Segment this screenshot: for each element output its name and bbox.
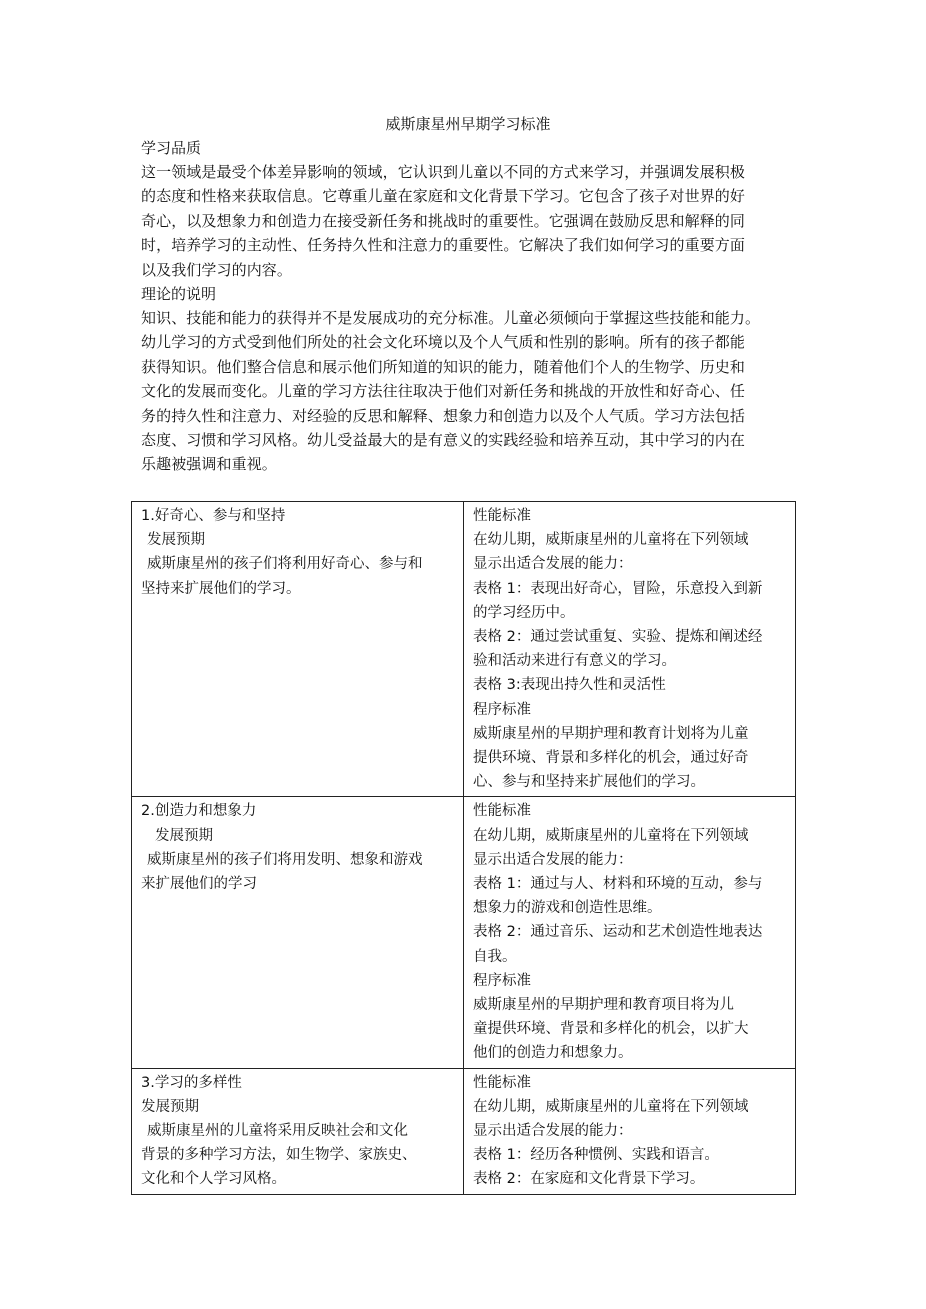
cell-line: 在幼儿期，威斯康星州的儿童将在下列领域 (473, 1098, 749, 1115)
paragraph-line: 文化的发展而变化。儿童的学习方法往往取决于他们对新任务和挑战的开放性和好奇心、任 (141, 382, 746, 401)
paragraph-line: 这一领域是最受个体差异影响的领域，它认识到儿童以不同的方式来学习，并强调发展积极 (141, 163, 746, 181)
cell-line: 威斯康星州的儿童将采用反映社会和文化 (147, 1123, 408, 1140)
cell-line: 的学习经历中。 (473, 604, 575, 621)
cell-heading: 1.好奇心、参与和坚持 (141, 508, 286, 524)
paragraph-line: 获得知识。他们整合信息和展示他们所知道的知识的能力，随着他们个人的生物学、历史和 (141, 357, 746, 376)
section-heading-theory: 理论的说明 (141, 285, 217, 304)
table-cell-left (132, 502, 464, 797)
cell-line: 显示出适合发展的能力： (473, 851, 633, 868)
cell-line: 来扩展他们的学习 (141, 876, 257, 893)
table-row (132, 502, 796, 797)
document-body (141, 112, 795, 477)
table-row (132, 1068, 796, 1194)
table-cell-left (132, 1068, 464, 1194)
cell-line: 显示出适合发展的能力： (473, 1123, 633, 1140)
section-heading-learning-quality: 学习品质 (141, 139, 202, 157)
cell-heading: 2.创造力和想象力 (141, 803, 257, 820)
cell-line: 自我。 (473, 948, 517, 965)
table-cell-right (464, 1068, 796, 1194)
cell-line: 程序标准 (473, 972, 531, 989)
cell-line: 在幼儿期，威斯康星州的儿童将在下列领域 (473, 532, 749, 549)
cell-line: 表格 3:表现出持久性和灵活性 (473, 677, 666, 694)
cell-heading: 3.学习的多样性 (141, 1074, 242, 1091)
cell-line: 程序标准 (473, 701, 531, 718)
cell-line: 威斯康星州的早期护理和教育计划将为儿童 (473, 725, 749, 742)
cell-line: 想象力的游戏和创造性思维。 (473, 900, 662, 917)
cell-line: 表格 1：通过与人、材料和环境的互动，参与 (473, 876, 763, 893)
cell-line: 提供环境、背景和多样化的机会，通过好奇 (473, 750, 749, 767)
document-title: 威斯康星州早期学习标准 (385, 115, 551, 133)
cell-line: 表格 2：在家庭和文化背景下学习。 (473, 1171, 705, 1188)
cell-line: 威斯康星州的孩子们将用发明、想象和游戏 (147, 851, 423, 868)
cell-subheading: 发展预期 (155, 827, 213, 844)
paragraph-line: 以及我们学习的内容。 (141, 260, 293, 279)
cell-line: 童提供环境、背景和多样化的机会，以扩大 (473, 1021, 749, 1038)
paragraph-line: 奇心，以及想象力和创造力在接受新任务和挑战时的重要性。它强调在鼓励反思和解释的同 (141, 211, 746, 230)
cell-line: 背景的多种学习方法，如生物学、家族史、 (141, 1147, 417, 1164)
table-cell-right (464, 502, 796, 797)
table-cell-left (132, 797, 464, 1068)
cell-line: 显示出适合发展的能力： (473, 556, 633, 573)
section-paragraph-theory (141, 306, 795, 477)
cell-subheading: 发展预期 (141, 1098, 199, 1115)
cell-line: 表格 2：通过音乐、运动和艺术创造性地表达 (473, 924, 763, 941)
cell-line: 性能标准 (473, 1074, 531, 1091)
section-paragraph-learning-quality (141, 160, 795, 282)
cell-line: 威斯康星州的孩子们将利用好奇心、参与和 (147, 556, 423, 573)
cell-line: 表格 1：表现出好奇心，冒险，乐意投入到新 (473, 580, 763, 597)
cell-subheading: 发展预期 (147, 532, 205, 549)
cell-line: 验和活动来进行有意义的学习。 (473, 653, 676, 670)
cell-line: 性能标准 (473, 803, 531, 820)
table-row (132, 797, 796, 1068)
cell-line: 他们的创造力和想象力。 (473, 1045, 633, 1062)
paragraph-line: 知识、技能和能力的获得并不是发展成功的充分标准。儿童必须倾向于掌握这些技能和能力。 (141, 309, 761, 328)
standards-table (131, 501, 796, 1195)
paragraph-line: 乐趣被强调和重视。 (141, 455, 277, 474)
cell-line: 坚持来扩展他们的学习。 (141, 580, 301, 597)
cell-line: 表格 2：通过尝试重复、实验、提炼和阐述经 (473, 629, 763, 646)
cell-line: 威斯康星州的早期护理和教育项目将为儿 (473, 997, 734, 1014)
cell-line: 表格 1：经历各种惯例、实践和语言。 (473, 1147, 719, 1164)
cell-line: 在幼儿期，威斯康星州的儿童将在下列领域 (473, 827, 749, 844)
cell-line: 性能标准 (473, 508, 531, 524)
paragraph-line: 幼儿学习的方式受到他们所处的社会文化环境以及个人气质和性别的影响。所有的孩子都能 (141, 333, 746, 352)
paragraph-line: 的态度和性格来获取信息。它尊重儿童在家庭和文化背景下学习。它包含了孩子对世界的好 (141, 187, 746, 206)
cell-line: 心、参与和坚持来扩展他们的学习。 (473, 774, 705, 791)
cell-line: 文化和个人学习风格。 (141, 1171, 286, 1188)
table-cell-right (464, 797, 796, 1068)
paragraph-line: 态度、习惯和学习风格。幼儿受益最大的是有意义的实践经验和培养互动，其中学习的内在 (141, 431, 746, 450)
paragraph-line: 时，培养学习的主动性、任务持久性和注意力的重要性。它解决了我们如何学习的重要方面 (141, 236, 746, 255)
paragraph-line: 务的持久性和注意力、对经验的反思和解释、想象力和创造力以及个人气质。学习方法包括 (141, 406, 746, 425)
